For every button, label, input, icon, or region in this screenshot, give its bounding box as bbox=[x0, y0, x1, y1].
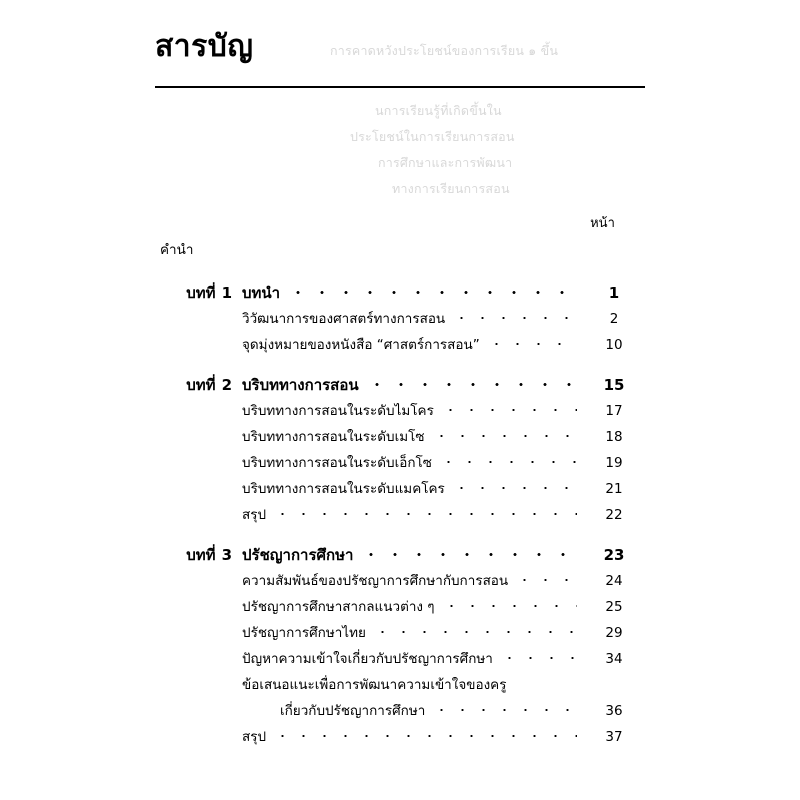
chapter-label bbox=[160, 542, 242, 568]
chapter-page-number: 23 bbox=[603, 546, 625, 564]
toc-chapter-row[interactable] bbox=[160, 542, 645, 568]
chapter-number: 1 bbox=[221, 284, 232, 302]
toc-entry-row[interactable] bbox=[160, 476, 645, 502]
toc-entry-row[interactable] bbox=[160, 594, 645, 620]
chapter-title: บริบททางการสอน bbox=[242, 376, 359, 394]
leader-dots bbox=[359, 545, 577, 560]
ghost-text-line: การศึกษาและการพัฒนา bbox=[378, 155, 513, 170]
entry-title: บริบททางการสอนในระดับเอ็กโซ bbox=[242, 455, 432, 471]
title-divider bbox=[155, 86, 645, 88]
leader-dots bbox=[499, 650, 577, 664]
toc-entry-row[interactable] bbox=[160, 646, 645, 672]
toc-entry-row[interactable] bbox=[160, 620, 645, 646]
toc-entry-row[interactable] bbox=[160, 306, 645, 332]
chapter-group bbox=[160, 372, 645, 528]
entry-title: ข้อเสนอแนะเพื่อการพัฒนาความเข้าใจของครู bbox=[242, 677, 507, 693]
entry-title: เกี่ยวกับปรัชญาการศึกษา bbox=[280, 703, 426, 719]
entry-page-number: 36 bbox=[605, 703, 623, 719]
table-of-contents bbox=[160, 280, 645, 764]
toc-entry-row[interactable] bbox=[160, 672, 645, 698]
entry-page-number: 22 bbox=[605, 507, 623, 523]
chapter-group bbox=[160, 280, 645, 358]
toc-entry-row[interactable] bbox=[160, 568, 645, 594]
leader-dots bbox=[272, 728, 577, 742]
chapter-word: บทที่ bbox=[186, 376, 216, 394]
toc-entry-row[interactable] bbox=[160, 332, 645, 358]
entry-title: ปรัชญาการศึกษาสากลแนวต่าง ๆ bbox=[242, 599, 435, 615]
toc-entry-row[interactable] bbox=[160, 698, 645, 724]
page-title: สารบัญ bbox=[155, 29, 254, 64]
entry-title: บริบททางการสอนในระดับเมโซ bbox=[242, 429, 425, 445]
page-column-header: หน้า bbox=[590, 216, 615, 231]
leader-dots bbox=[372, 624, 577, 638]
entry-title: จุดมุ่งหมายของหนังสือ “ศาสตร์การสอน” bbox=[242, 337, 480, 353]
leader-dots bbox=[286, 283, 577, 298]
leader-dots bbox=[451, 480, 577, 494]
toc-entry-row[interactable] bbox=[160, 398, 645, 424]
entry-title: สรุป bbox=[242, 507, 267, 523]
chapter-title: ปรัชญาการศึกษา bbox=[242, 546, 354, 564]
entry-page-number: 17 bbox=[605, 403, 623, 419]
entry-title: สรุป bbox=[242, 729, 267, 745]
chapter-group bbox=[160, 542, 645, 750]
entry-page-number: 24 bbox=[605, 573, 623, 589]
leader-dots bbox=[514, 572, 577, 586]
leader-dots bbox=[486, 336, 577, 350]
entry-page-number: 19 bbox=[605, 455, 623, 471]
chapter-number: 3 bbox=[221, 546, 232, 564]
chapter-word: บทที่ bbox=[186, 546, 216, 564]
leader-dots bbox=[441, 598, 577, 612]
ghost-text-line: การคาดหวังประโยชน์ของการเรียน ๑ ขึ้น bbox=[330, 43, 559, 58]
entry-title: วิวัฒนาการของศาสตร์ทางการสอน bbox=[242, 311, 446, 327]
page-title-block bbox=[155, 28, 645, 66]
leader-dots bbox=[272, 506, 577, 520]
entry-page-number: 34 bbox=[605, 651, 623, 667]
entry-page-number: 21 bbox=[605, 481, 623, 497]
entry-page-number: 37 bbox=[605, 729, 623, 745]
entry-page-number: 25 bbox=[605, 599, 623, 615]
leader-dots bbox=[431, 428, 577, 442]
chapter-page-number: 1 bbox=[608, 284, 620, 302]
chapter-number: 2 bbox=[221, 376, 232, 394]
chapter-title: บทนำ bbox=[242, 284, 281, 302]
entry-page-number: 18 bbox=[605, 429, 623, 445]
entry-page-number: 29 bbox=[605, 625, 623, 641]
leader-dots bbox=[440, 402, 577, 416]
toc-entry-row[interactable] bbox=[160, 502, 645, 528]
entry-title: บริบททางการสอนในระดับไมโคร bbox=[242, 403, 434, 419]
chapter-page-number: 15 bbox=[603, 376, 625, 394]
ghost-text-line: นการเรียนรู้ที่เกิดขึ้นใน bbox=[375, 103, 502, 118]
entry-title: ความสัมพันธ์ของปรัชญาการศึกษากับการสอน bbox=[242, 573, 509, 589]
entry-title: ปรัชญาการศึกษาไทย bbox=[242, 625, 366, 641]
toc-entry-row[interactable] bbox=[160, 424, 645, 450]
chapter-word: บทที่ bbox=[186, 284, 216, 302]
toc-entry-row[interactable] bbox=[160, 724, 645, 750]
chapter-label bbox=[160, 280, 242, 306]
toc-chapter-row[interactable] bbox=[160, 372, 645, 398]
leader-dots bbox=[438, 454, 577, 468]
entry-title: ปัญหาความเข้าใจเกี่ยวกับปรัชญาการศึกษา bbox=[242, 651, 493, 667]
entry-title: บริบททางการสอนในระดับแมคโคร bbox=[242, 481, 445, 497]
ghost-text-line: ประโยชน์ในการเรียนการสอน bbox=[350, 129, 515, 144]
ghost-text-line: ทางการเรียนการสอน bbox=[392, 181, 510, 196]
leader-dots bbox=[365, 375, 577, 390]
chapter-label bbox=[160, 372, 242, 398]
toc-chapter-row[interactable] bbox=[160, 280, 645, 306]
entry-page-number: 2 bbox=[609, 311, 619, 327]
toc-entry-row[interactable] bbox=[160, 450, 645, 476]
preface-entry: คำนำ bbox=[160, 242, 194, 258]
entry-page-number: 10 bbox=[605, 337, 623, 353]
leader-dots bbox=[451, 310, 577, 324]
leader-dots bbox=[512, 676, 577, 690]
leader-dots bbox=[431, 702, 577, 716]
